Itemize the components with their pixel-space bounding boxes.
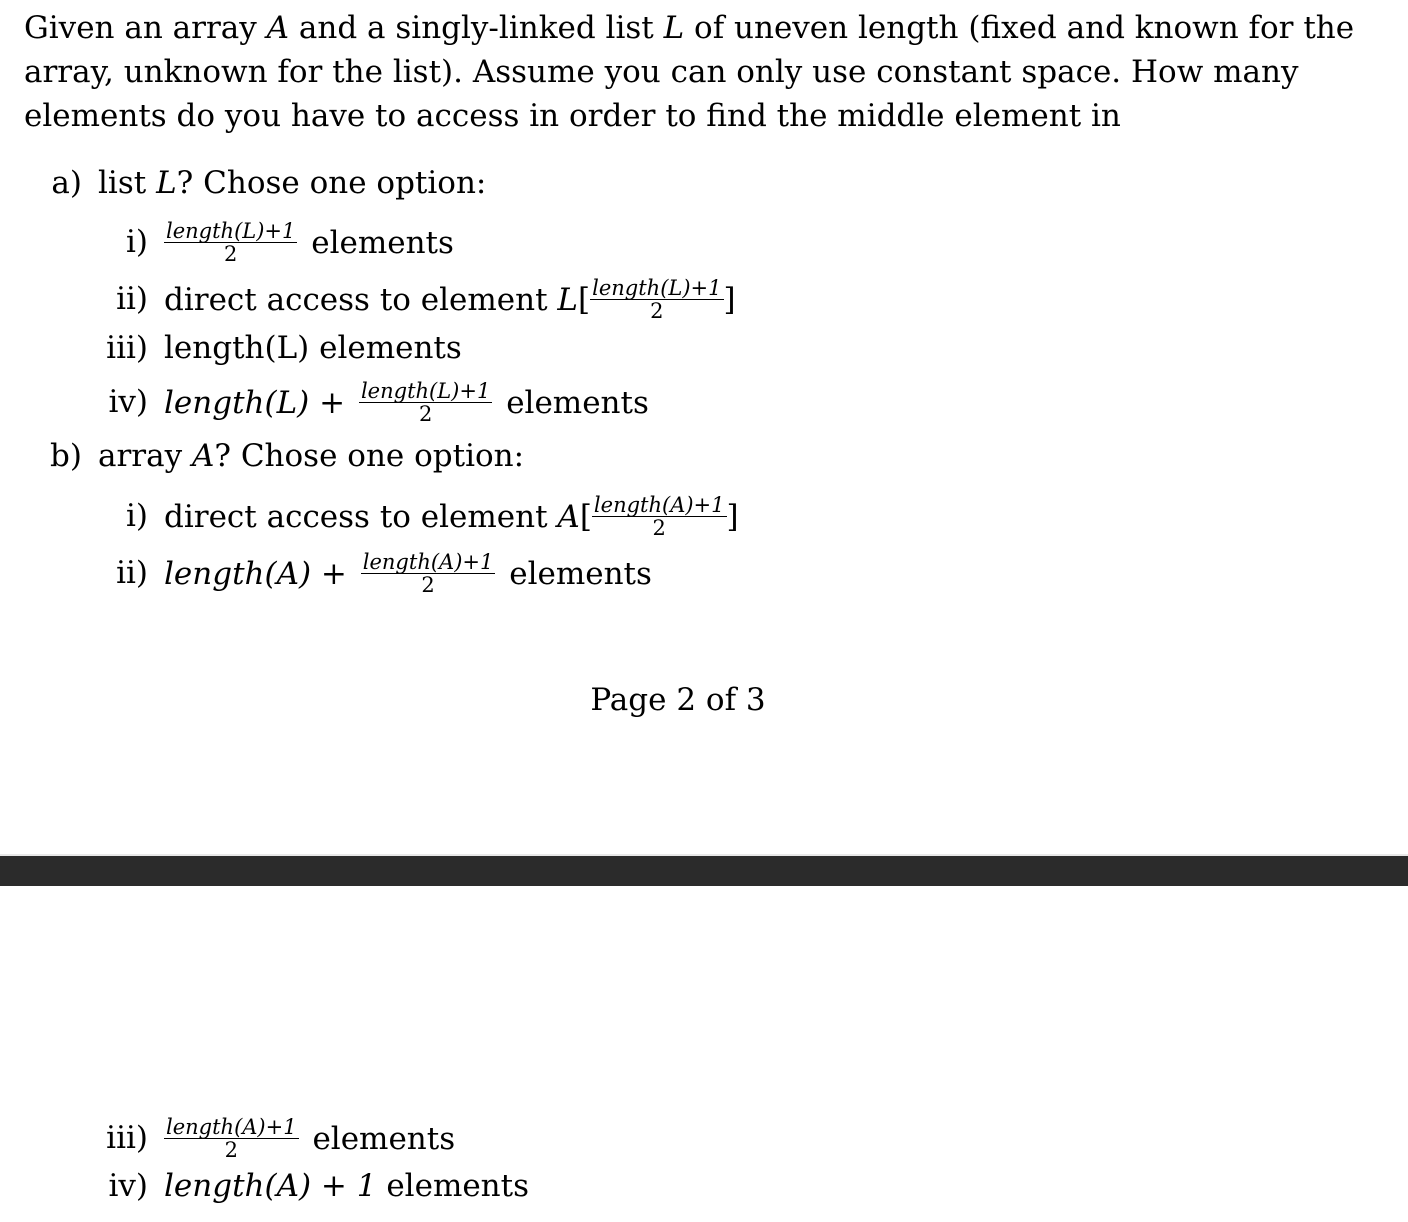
fraction — [164, 220, 297, 265]
option-b-iv-marker: iv) — [108, 1168, 148, 1204]
part-b-marker: b) — [50, 438, 82, 474]
part-a-marker: a) — [51, 165, 82, 201]
option-variable: A — [557, 499, 580, 535]
page-number: Page 2 of 3 — [590, 682, 766, 718]
part-b-variable: A — [191, 438, 215, 474]
fraction-denominator: 2 — [650, 299, 664, 323]
option-b-iii-marker: iii) — [106, 1120, 148, 1156]
part-b-suffix: ? Chose one option: — [214, 438, 525, 474]
option-text: elements — [311, 225, 454, 261]
left-bracket: [ — [579, 499, 592, 535]
option-b-i[interactable] — [164, 493, 739, 541]
option-b-iii[interactable] — [160, 1115, 456, 1163]
part-a-question — [98, 163, 486, 203]
fraction-denominator: 2 — [224, 242, 238, 266]
option-a-ii-marker: ii) — [116, 281, 148, 317]
part-b-prefix: array — [98, 438, 192, 474]
option-a-i[interactable] — [160, 219, 454, 267]
fraction-numerator: length(L)+1 — [166, 219, 296, 243]
option-a-iii[interactable]: length(L) elements — [164, 330, 462, 366]
fraction — [592, 494, 727, 539]
question-text-part: and a singly-linked list — [289, 10, 664, 46]
fraction — [361, 551, 496, 596]
left-bracket: [ — [578, 282, 591, 318]
fraction-numerator: length(L)+1 — [592, 276, 722, 300]
option-text: direct access to element — [164, 282, 558, 318]
fraction-numerator: length(A)+1 — [362, 550, 494, 574]
option-b-ii-marker: ii) — [116, 555, 148, 591]
fraction-denominator: 2 — [652, 516, 666, 540]
question-text — [24, 6, 1396, 138]
page-3 — [0, 886, 1408, 1222]
fraction-denominator: 2 — [421, 573, 435, 597]
part-a-variable: L — [156, 165, 177, 201]
option-text: elements — [509, 556, 652, 592]
part-a-suffix: ? Chose one option: — [176, 165, 487, 201]
part-b-question — [98, 436, 524, 476]
fraction — [590, 277, 723, 322]
option-a-ii[interactable] — [164, 276, 736, 324]
question-text-part: Given an array — [24, 10, 267, 46]
right-bracket: ] — [726, 499, 739, 535]
option-text: elements — [376, 1168, 530, 1204]
option-a-iv[interactable] — [164, 379, 649, 427]
option-b-i-marker: i) — [125, 498, 148, 534]
fraction-numerator: length(A)+1 — [166, 1115, 297, 1139]
right-bracket: ] — [723, 282, 736, 318]
fraction-numerator: length(L)+1 — [360, 379, 491, 403]
page-separator — [0, 856, 1408, 886]
option-math: length(A) + — [164, 556, 357, 592]
fraction-numerator: length(A)+1 — [593, 493, 725, 517]
option-b-iv[interactable] — [164, 1166, 529, 1206]
question-text-part: of uneven length (fixed and known for the array, unknown for the list). Assume you can only use constant space. How many elements do you have to access in order to find the middle element in — [24, 10, 1355, 134]
fraction-denominator: 2 — [418, 402, 433, 426]
option-math: length(L) + — [164, 385, 355, 421]
option-a-iii-marker: iii) — [106, 330, 148, 366]
variable-a: A — [266, 10, 290, 46]
option-b-ii[interactable] — [164, 550, 652, 598]
option-text: elements — [506, 385, 649, 421]
option-math: length(A) + 1 — [164, 1168, 377, 1204]
option-a-i-marker: i) — [125, 224, 148, 260]
option-text: direct access to element — [164, 499, 558, 535]
option-text: elements — [312, 1121, 456, 1157]
fraction — [359, 380, 492, 425]
fraction — [164, 1116, 299, 1161]
fraction-denominator: 2 — [224, 1138, 238, 1162]
part-a-prefix: list — [98, 165, 157, 201]
option-a-iv-marker: iv) — [108, 384, 148, 420]
variable-l: L — [663, 10, 685, 46]
option-variable: L — [557, 282, 579, 318]
